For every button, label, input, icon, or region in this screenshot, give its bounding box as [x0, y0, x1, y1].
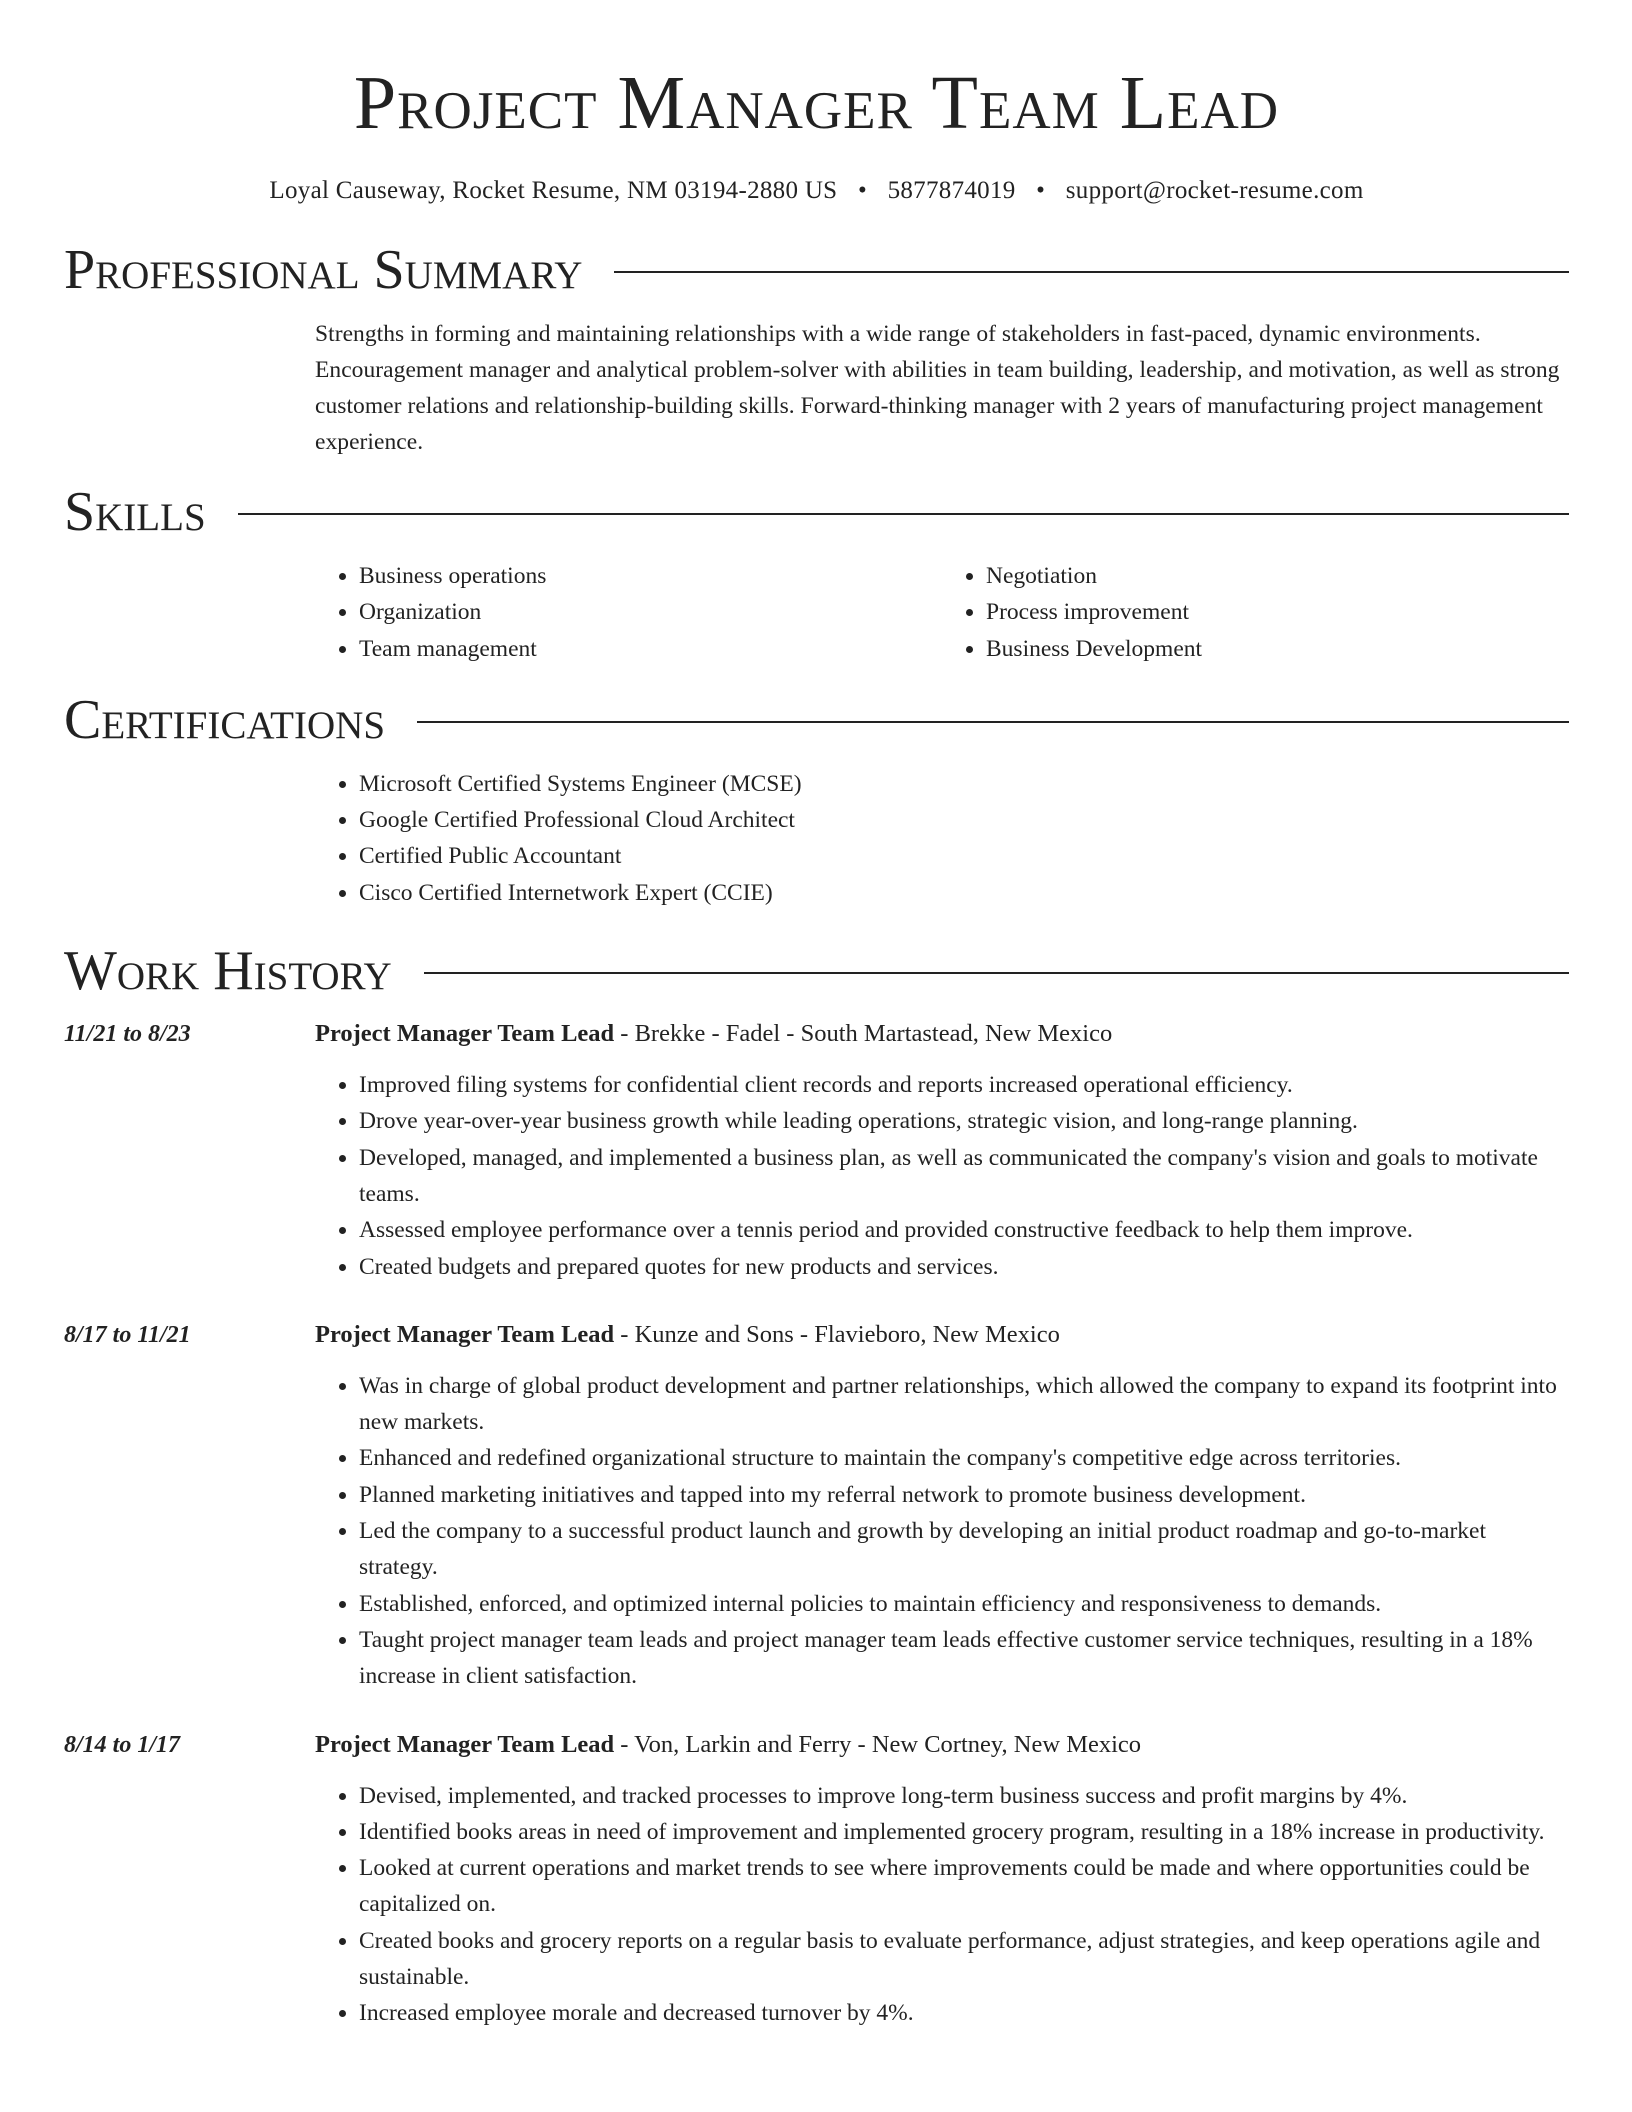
- section-divider: [417, 721, 1569, 723]
- skills-column-left: [315, 558, 942, 667]
- job-bullets: [315, 1778, 1569, 2032]
- skill-item: • Business operations: [359, 558, 942, 594]
- job-bullet: • Created books and grocery reports on a regular basis to evaluate performance, adjust strategies, and keep operations agile and sustainable.: [359, 1923, 1569, 1996]
- job-dates: 11/21 to 8/23: [64, 1021, 191, 1048]
- job-bullet: • Taught project manager team leads and project manager team leads effective customer service techniques, resulting in a 18% increase in client satisfaction.: [359, 1622, 1569, 1695]
- certifications-section: [64, 690, 1569, 911]
- job-bullet: • Assessed employee performance over a tennis period and provided constructive feedback to help them improve.: [359, 1212, 1569, 1248]
- resume-page: [64, 0, 1569, 2032]
- job-entry: [64, 1727, 1569, 2032]
- job-entry: [64, 1317, 1569, 1695]
- separator-dot: •: [857, 177, 868, 204]
- job-bullet: • Identified books areas in need of improvement and implemented grocery program, resulting in a 18% increase in productivity.: [359, 1814, 1569, 1850]
- certifications-list: [315, 766, 1569, 911]
- summary-header: [64, 240, 1569, 300]
- email-text: support@rocket-resume.com: [1065, 177, 1364, 204]
- job-dates: 8/14 to 1/17: [64, 1731, 181, 1758]
- skills-header: [64, 482, 1569, 542]
- job-bullet: • Looked at current operations and market trends to see where improvements could be made and where opportunities could be capitalized on.: [359, 1850, 1569, 1923]
- skill-item: • Business Development: [986, 631, 1569, 667]
- job-role: Project Manager Team Lead: [315, 1320, 615, 1348]
- certification-item: • Microsoft Certified Systems Engineer (MCSE): [359, 766, 1569, 802]
- job-company: - Von, Larkin and Ferry - New Cortney, New Mexico: [614, 1730, 1142, 1758]
- work-history-heading: Work History: [64, 940, 392, 1003]
- section-divider: [238, 513, 1569, 515]
- job-company: - Kunze and Sons - Flavieboro, New Mexico: [614, 1320, 1060, 1348]
- skill-item: • Process improvement: [986, 594, 1569, 630]
- job-title-line: [315, 1727, 1569, 1763]
- skill-item: • Organization: [359, 594, 942, 630]
- job-dates: 8/17 to 11/21: [64, 1321, 191, 1348]
- page-title: Project Manager Team Lead: [353, 61, 1280, 145]
- skill-item: • Negotiation: [986, 558, 1569, 594]
- job-bullet: • Improved filing systems for confidential client records and reports increased operational efficiency.: [359, 1067, 1569, 1103]
- job-role: Project Manager Team Lead: [315, 1020, 615, 1048]
- job-bullet: • Increased employee morale and decreased turnover by 4%.: [359, 1995, 1569, 2031]
- contact-line: [64, 176, 1569, 206]
- job-bullet: • Enhanced and redefined organizational structure to maintain the company's competitive edge across territories.: [359, 1440, 1569, 1476]
- job-bullets: [315, 1368, 1569, 1695]
- skill-item: • Team management: [359, 631, 942, 667]
- summary-heading: Professional Summary: [64, 239, 583, 301]
- job-company: - Brekke - Fadel - South Martastead, New Mexico: [614, 1020, 1113, 1048]
- certifications-heading: Certifications: [64, 688, 386, 751]
- job-bullet: • Was in charge of global product development and partner relationships, which allowed the company to expand its footprint into new markets.: [359, 1368, 1569, 1441]
- job-bullet: • Planned marketing initiatives and tapped into my referral network to promote business development.: [359, 1477, 1569, 1513]
- job-title-line: [315, 1317, 1569, 1353]
- job-bullet: • Devised, implemented, and tracked processes to improve long-term business success and profit margins by 4%.: [359, 1778, 1569, 1814]
- phone-text: 5877874019: [887, 177, 1016, 204]
- certification-item: • Google Certified Professional Cloud Architect: [359, 802, 1569, 838]
- certification-item: • Cisco Certified Internetwork Expert (CCIE): [359, 875, 1569, 911]
- job-role: Project Manager Team Lead: [315, 1730, 615, 1758]
- work-history-section: [64, 941, 1569, 2032]
- summary-text: Strengths in forming and maintaining relationships with a wide range of stakeholders in fast-paced, dynamic environments. Encouragement manager and analytical problem-solver with abilities in team building, leadership, and motivation, as well as strong customer relations and relationship-building skills. Forward-thinking manager with 2 years of manufacturing project management experience.: [315, 321, 1560, 455]
- separator-dot: •: [1036, 177, 1046, 204]
- job-bullet: • Established, enforced, and optimized internal policies to maintain efficiency and responsiveness to demands.: [359, 1586, 1569, 1622]
- job-bullet: • Created budgets and prepared quotes for new products and services.: [359, 1249, 1569, 1285]
- summary-section: [64, 240, 1569, 460]
- job-bullet: • Developed, managed, and implemented a business plan, as well as communicated the company's vision and goals to motivate teams.: [359, 1140, 1569, 1213]
- address-text: Loyal Causeway, Rocket Resume, NM 03194-2880 US: [269, 177, 838, 204]
- skills-list: [315, 558, 1569, 667]
- job-title-line: [315, 1016, 1569, 1052]
- job-bullets: [315, 1067, 1569, 1285]
- certification-item: • Certified Public Accountant: [359, 838, 1569, 874]
- skills-heading: Skills: [64, 481, 206, 543]
- job-bullet: • Led the company to a successful product launch and growth by developing an initial product roadmap and go-to-market strategy.: [359, 1513, 1569, 1586]
- work-history-header: [64, 941, 1569, 1001]
- job-entry: [64, 1016, 1569, 1285]
- skills-section: [64, 482, 1569, 667]
- skills-column-right: [942, 558, 1569, 667]
- certifications-header: [64, 690, 1569, 750]
- job-bullet: • Drove year-over-year business growth while leading operations, strategic vision, and long-range planning.: [359, 1103, 1569, 1139]
- section-divider: [614, 271, 1569, 273]
- section-divider: [424, 972, 1569, 974]
